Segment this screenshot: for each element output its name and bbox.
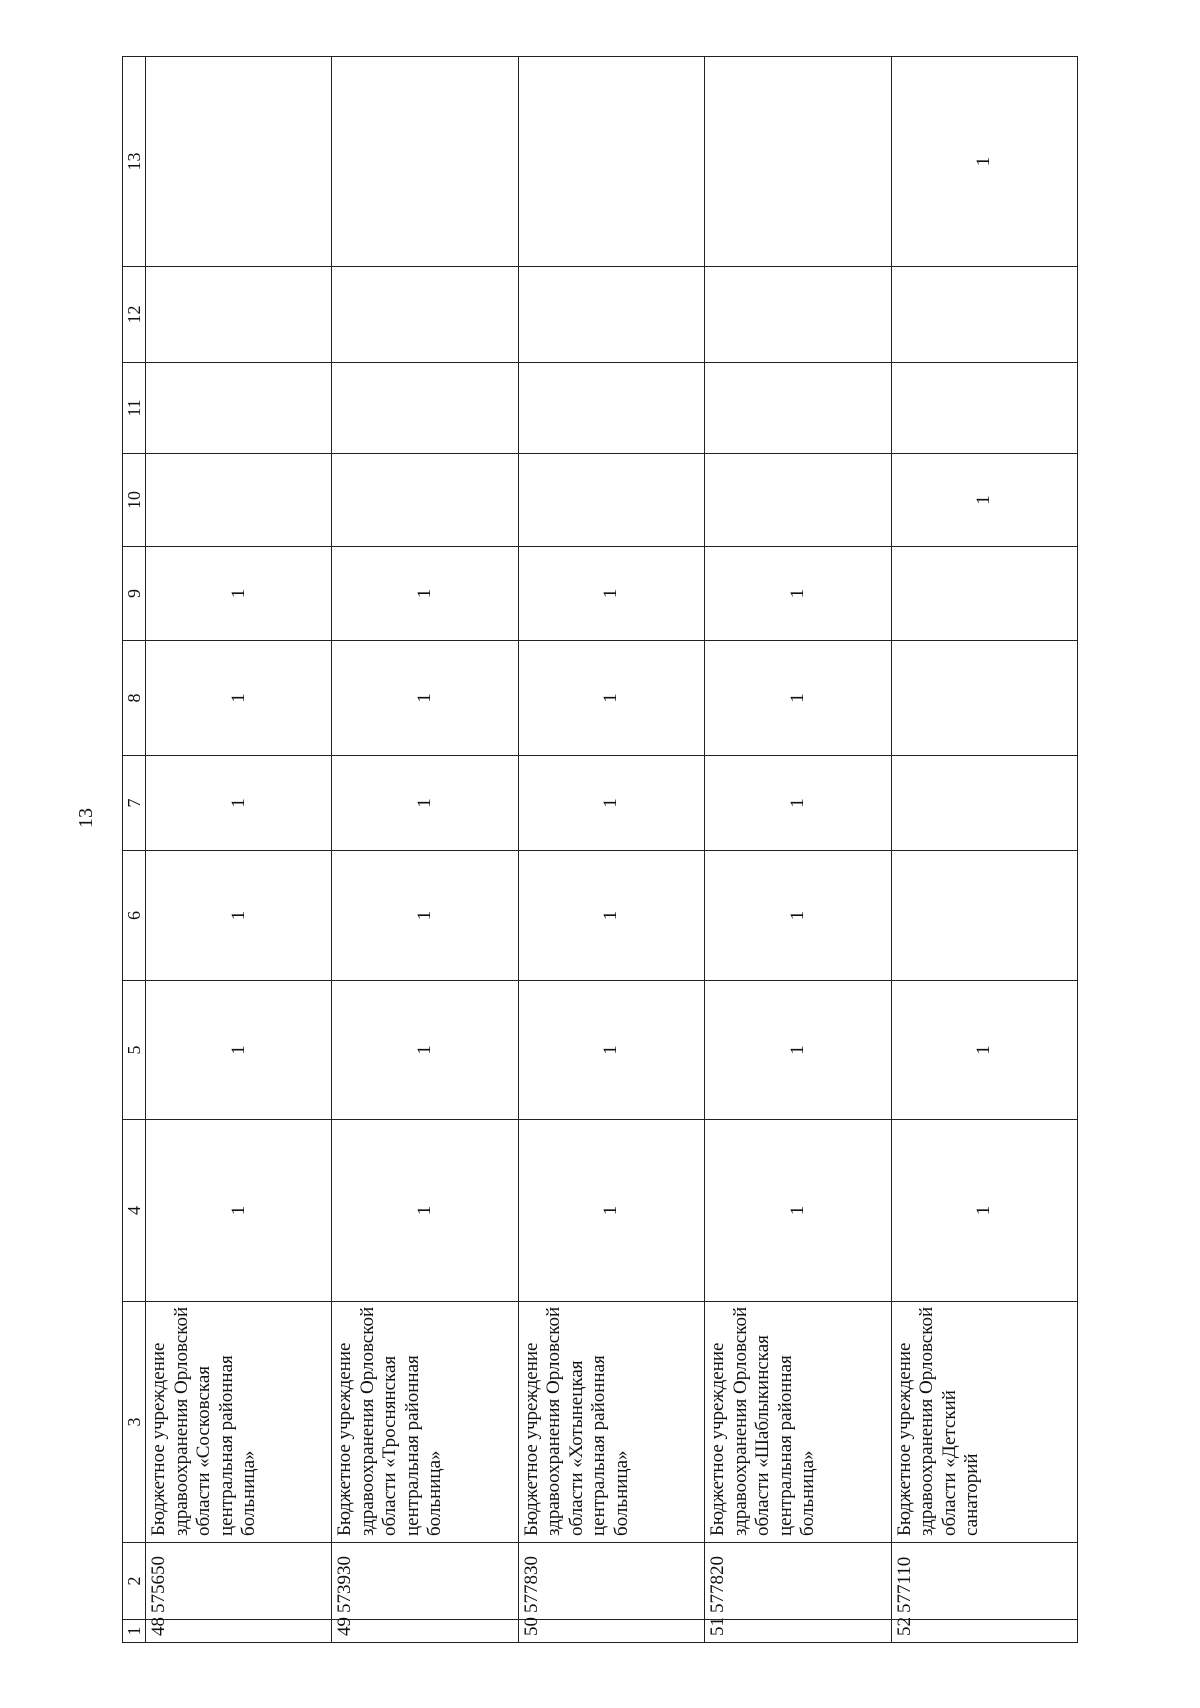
- column-header: 5: [123, 981, 146, 1120]
- column-header: 2: [123, 1543, 146, 1620]
- mark-cell: 1: [146, 851, 332, 981]
- mark-cell: 1: [891, 57, 1077, 267]
- org-code: 573930: [332, 1543, 518, 1620]
- mark-cell: 1: [146, 756, 332, 851]
- table-row: [518, 57, 704, 1643]
- column-header: 13: [123, 57, 146, 267]
- mark-cell: [705, 454, 891, 547]
- table-row: [332, 57, 518, 1643]
- mark-cell: [891, 756, 1077, 851]
- org-code: 577830: [518, 1543, 704, 1620]
- mark-cell: 1: [332, 981, 518, 1120]
- column-header: 11: [123, 363, 146, 454]
- mark-cell: 1: [332, 756, 518, 851]
- column-header: 4: [123, 1120, 146, 1302]
- mark-cell: 1: [891, 981, 1077, 1120]
- mark-cell: [705, 267, 891, 363]
- mark-cell: 1: [518, 547, 704, 641]
- mark-cell: 1: [705, 981, 891, 1120]
- row-number: 52: [891, 1620, 1077, 1643]
- mark-cell: 1: [891, 1120, 1077, 1302]
- header-row: [123, 57, 146, 1643]
- column-header: 7: [123, 756, 146, 851]
- table-row: [146, 57, 332, 1643]
- mark-cell: 1: [332, 641, 518, 756]
- row-number: 50: [518, 1620, 704, 1643]
- mark-cell: [332, 57, 518, 267]
- mark-cell: 1: [332, 851, 518, 981]
- org-name: Бюджетное учреждение здравоохранения Орловской области «Детский санаторий: [891, 1302, 1077, 1543]
- mark-cell: [891, 363, 1077, 454]
- mark-cell: [891, 267, 1077, 363]
- mark-cell: 1: [518, 851, 704, 981]
- mark-cell: 1: [705, 756, 891, 851]
- registry-table: [122, 56, 1078, 1643]
- mark-cell: 1: [705, 1120, 891, 1302]
- mark-cell: [891, 547, 1077, 641]
- mark-cell: [146, 267, 332, 363]
- mark-cell: [146, 454, 332, 547]
- mark-cell: [891, 641, 1077, 756]
- mark-cell: [518, 363, 704, 454]
- mark-cell: [705, 57, 891, 267]
- mark-cell: 1: [518, 641, 704, 756]
- mark-cell: [146, 57, 332, 267]
- org-name: Бюджетное учреждение здравоохранения Орловской области «Хотынецкая центральная районная больница»: [518, 1302, 704, 1543]
- mark-cell: 1: [705, 851, 891, 981]
- table-row: [705, 57, 891, 1643]
- org-code: 575650: [146, 1543, 332, 1620]
- mark-cell: [518, 267, 704, 363]
- mark-cell: [146, 363, 332, 454]
- table-row: [891, 57, 1077, 1643]
- mark-cell: 1: [518, 1120, 704, 1302]
- mark-cell: 1: [332, 547, 518, 641]
- org-name: Бюджетное учреждение здравоохранения Орловской области «Шаблыкинская центральная районная больница»: [705, 1302, 891, 1543]
- column-header: 12: [123, 267, 146, 363]
- column-header: 6: [123, 851, 146, 981]
- org-name: Бюджетное учреждение здравоохранения Орловской области «Троснянская центральная районная больница»: [332, 1302, 518, 1543]
- org-code: 577820: [705, 1543, 891, 1620]
- mark-cell: 1: [891, 454, 1077, 547]
- mark-cell: 1: [518, 756, 704, 851]
- mark-cell: [705, 363, 891, 454]
- column-header: 3: [123, 1302, 146, 1543]
- mark-cell: 1: [705, 641, 891, 756]
- column-header: 8: [123, 641, 146, 756]
- mark-cell: [332, 267, 518, 363]
- mark-cell: 1: [146, 547, 332, 641]
- mark-cell: 1: [146, 1120, 332, 1302]
- mark-cell: [518, 454, 704, 547]
- mark-cell: [332, 363, 518, 454]
- column-header: 9: [123, 547, 146, 641]
- mark-cell: 1: [705, 547, 891, 641]
- page-number: 13: [75, 808, 97, 828]
- mark-cell: [332, 454, 518, 547]
- mark-cell: 1: [332, 1120, 518, 1302]
- registry-table-wrapper: [122, 57, 1078, 1643]
- row-number: 48: [146, 1620, 332, 1643]
- row-number: 49: [332, 1620, 518, 1643]
- mark-cell: 1: [518, 981, 704, 1120]
- org-name: Бюджетное учреждение здравоохранения Орловской области «Сосковская центральная районная больница»: [146, 1302, 332, 1543]
- column-header: 1: [123, 1620, 146, 1643]
- mark-cell: [891, 851, 1077, 981]
- row-number: 51: [705, 1620, 891, 1643]
- org-code: 577110: [891, 1543, 1077, 1620]
- mark-cell: [518, 57, 704, 267]
- column-header: 10: [123, 454, 146, 547]
- mark-cell: 1: [146, 641, 332, 756]
- mark-cell: 1: [146, 981, 332, 1120]
